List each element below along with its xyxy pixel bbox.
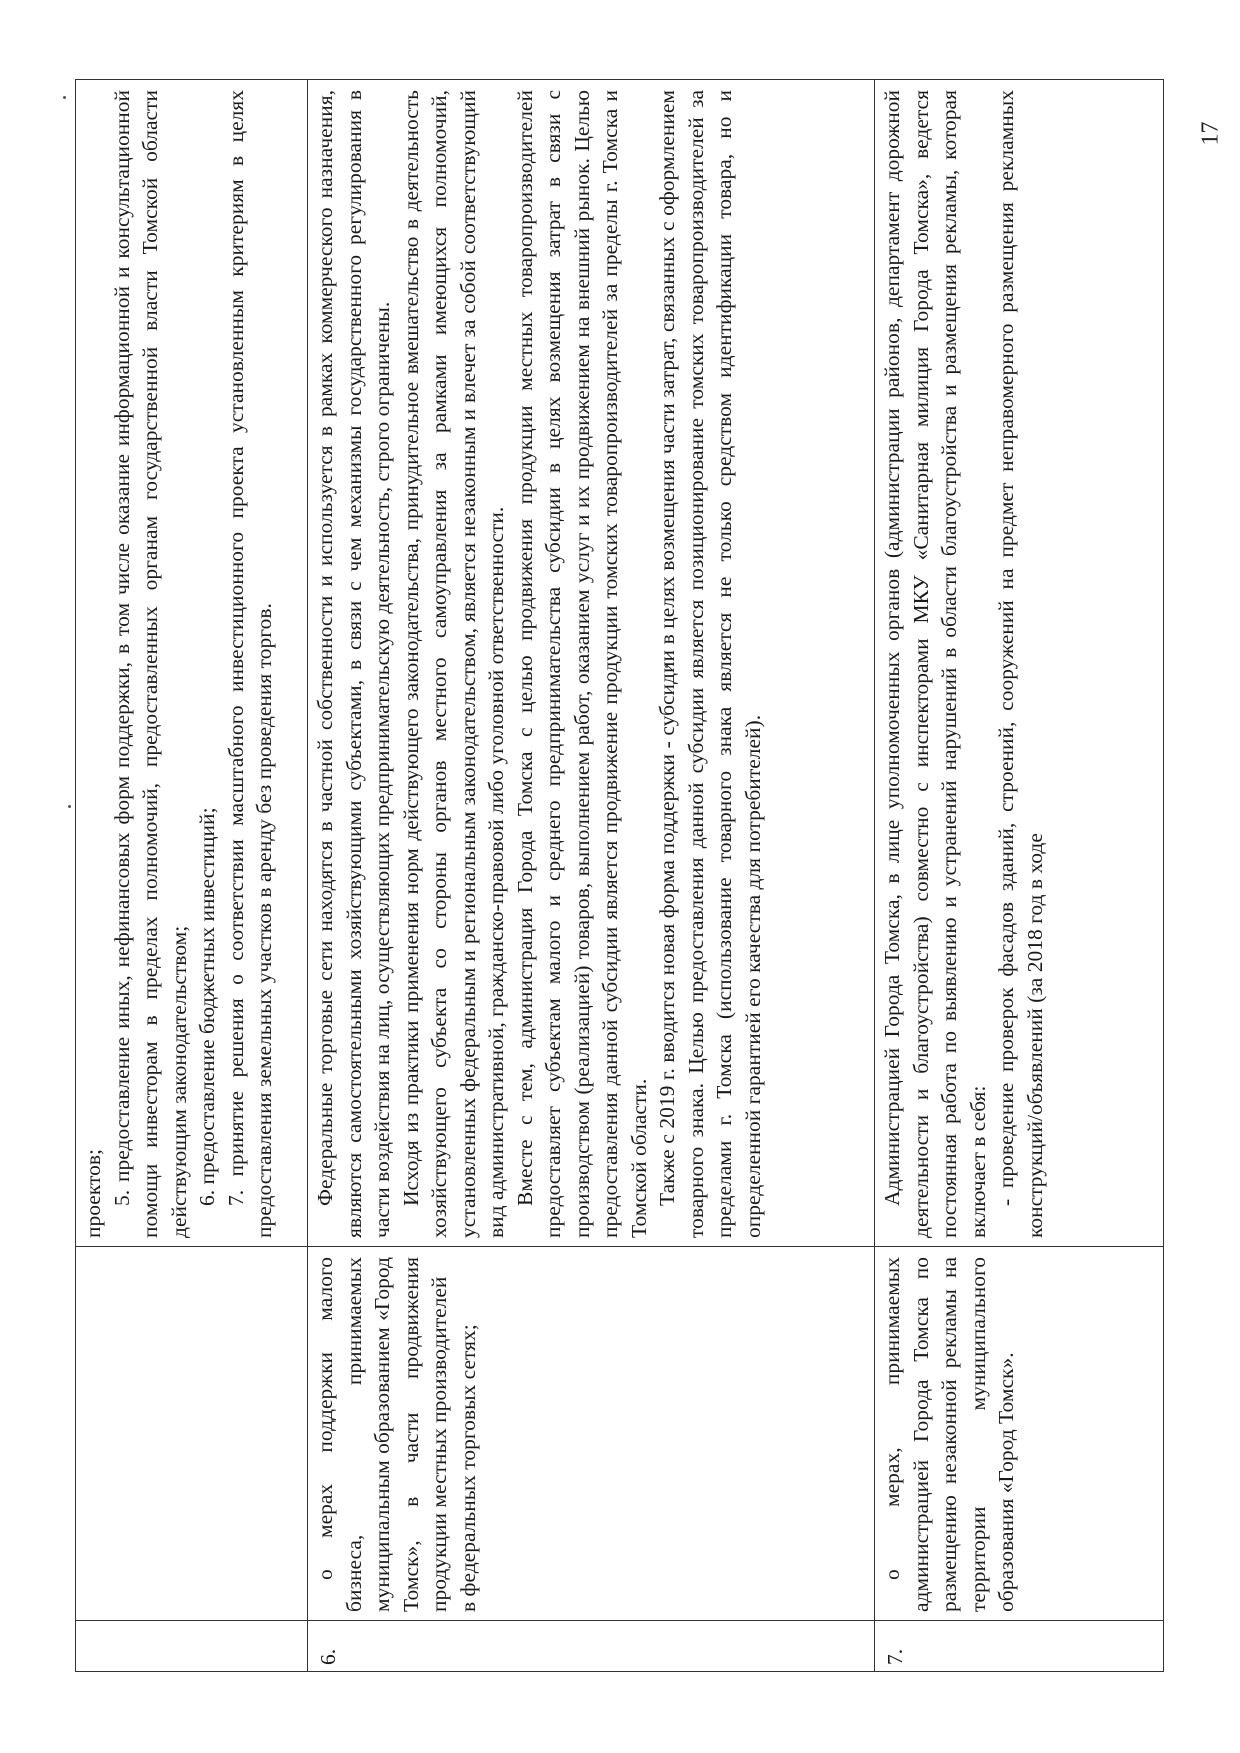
row-topic-cell: [76, 1247, 308, 1621]
table-row-continued: [76, 80, 308, 1672]
scan-speck: [68, 805, 71, 808]
topic-text: о мерах поддержки малого бизнеса, принимаемых муниципальным образованием «Город Томск», в части продвижения продукции местных производителей: [313, 1257, 451, 1612]
row-content-cell: [76, 80, 308, 1247]
row-topic-cell: [875, 1247, 1164, 1621]
paragraph: - проведение проверок фасадов зданий, строений, сооружений на предмет неправомерного размещения рекламных конструкций/объявлений (за 2018 год в ходе: [994, 90, 1047, 1238]
report-table: [75, 79, 1164, 1672]
paragraph: Вместе с тем, администрация Города Томска с целью продвижения продукции местных товаропроизводителей предоставляет субъектам малого и среднего предпринимательства субсидии в целях возмещения затрат в связи с производством (реализацией) товаров, выполнением работ, оказанием услуг и их продвижением на внешний рынок. Целью предоставления данной субсидии является продвижение продукции томских товаропроизводителей за пределы г. Томска и Томской области.: [512, 90, 651, 1238]
row-number-cell: 6.: [308, 1621, 875, 1672]
page-number: 17: [1197, 121, 1224, 146]
table-row-6: [308, 80, 875, 1672]
row-number-cell: 7.: [875, 1621, 1164, 1672]
row-content-cell: [308, 80, 875, 1247]
paragraph: Администрацией Города Томска, в лице уполномоченных органов (администрации районов, департамент дорожной деятельности и благоустройства) совместно с инспекторами МКУ «Санитарная милиция Города Томска», ведется постоянная работа по выявлению и устранений нарушений в области благоустройства и размещения рекламы, которая включает в себя:: [880, 90, 990, 1238]
row-topic-cell: [308, 1247, 875, 1621]
paragraph: 5. предоставление иных, нефинансовых форм поддержки, в том числе оказание информационной и консультационной помощи инвесторам в пределах полномочий, предоставленных органам государственной власти Томской области действующим законодательством;: [109, 90, 191, 1238]
topic-text: о мерах, принимаемых администрацией Города Томска по размещению незаконной рекламы на территории муниципального образования «Город Томск».: [880, 1257, 1018, 1612]
scan-speck: [63, 96, 66, 99]
paragraph: 7. принятие решения о соответствии масштабного инвестиционного проекта установленным критериям в целях предоставления земельных участков в аренду без проведения торгов.: [223, 90, 276, 1238]
paragraph: Исходя из практики применения норм действующего законодательства, принудительное вмешательство в деятельность хозяйствующего субъекта со стороны органов местного самоуправления за рамками имеющихся полномочий, установленных федеральным и региональным законодательством, является незаконным и влечет за собой соответствующий вид административной, гражданско-правовой либо уголовной ответственности.: [398, 90, 508, 1238]
paragraph: 6. предоставление бюджетных инвестиций;: [195, 807, 219, 1206]
topic-text: в федеральных торговых сетях;: [455, 1324, 480, 1612]
row-content-cell: [875, 80, 1164, 1247]
table-row-7: [875, 80, 1164, 1672]
row-number-cell: [76, 1621, 308, 1672]
paragraph: проектов;: [81, 1149, 105, 1238]
paragraph: Также с 2019 г. вводится новая форма поддержки - субсидии в целях возмещения части затрат, связанных с оформлением товарного знака. Целью предоставления данной субсидии является позиционирование томских товаропроизводителей за пределами г. Томска (использование товарного знака является не только средством идентификации товара, но и определенной гарантией его качества для потребителей).: [655, 90, 765, 1238]
paragraph: Федеральные торговые сети находятся в частной собственности и используется в рамках коммерческого назначения, являются самостоятельными хозяйствующими субъектами, в связи с чем механизмы государственного регулирования в части воздействия на лиц, осуществляющих предпринимательскую деятельность, строго ограничены.: [313, 90, 394, 1238]
rotated-table-wrapper: [75, 80, 1164, 1672]
